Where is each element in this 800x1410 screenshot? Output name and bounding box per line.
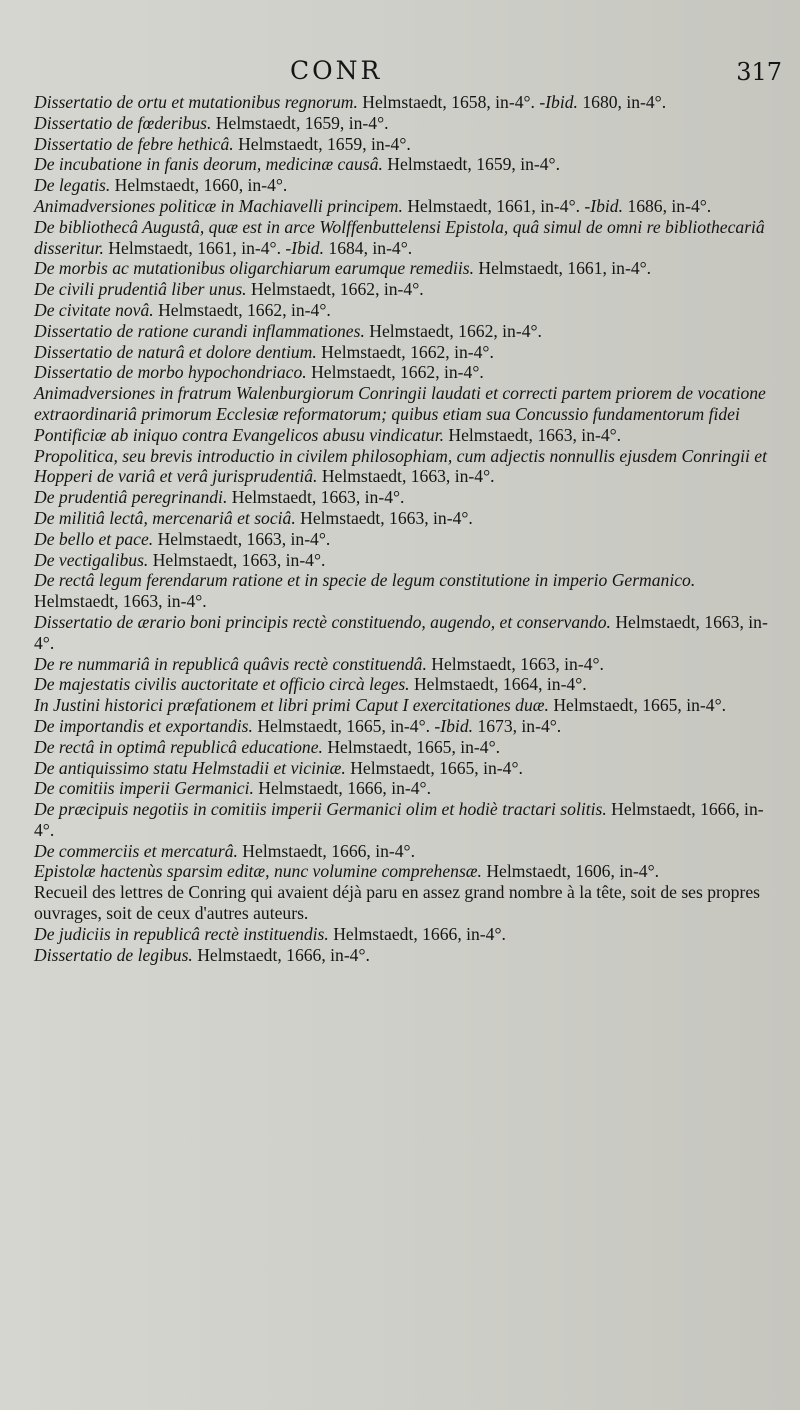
bibliography-entry — [34, 612, 776, 654]
running-head: CONR — [290, 56, 383, 85]
entry-imprint: Helmstaedt, 1663, in-4°. — [34, 591, 207, 612]
entry-title: De rectâ in optimâ republicâ educatione. — [34, 736, 323, 757]
entry-title: De civitate novâ. — [34, 299, 154, 320]
entry-imprint: Helmstaedt, 1666, in-4°. — [253, 778, 431, 799]
entry-title: Dissertatio de ratione curandi inflammationes. — [34, 320, 365, 341]
bibliography-entry — [34, 799, 776, 841]
bibliography-entry — [34, 654, 776, 675]
entry-title: De legatis. — [34, 175, 111, 196]
entry-ibid: Ibid. — [545, 92, 578, 112]
entry-title: De bibliothecâ Augustâ, quæ est in arce Wolffenbuttelensi Epistola, quâ simul de omni re bibliothecariâ disseritur. — [34, 216, 765, 258]
bibliography-entry — [34, 134, 776, 155]
entry-imprint: Helmstaedt, 1658, in-4°. - — [357, 92, 546, 112]
entry-ibid: Ibid. — [440, 715, 474, 736]
entry-imprint-reprint: 1684, in-4°. — [324, 237, 413, 258]
bibliography-entry — [34, 550, 776, 571]
entry-imprint: Helmstaedt, 1663, in-4°. — [153, 528, 331, 549]
entry-imprint: Helmstaedt, 1666, in-4°. — [34, 799, 764, 840]
entry-imprint: Helmstaedt, 1661, in-4°. - — [103, 237, 292, 258]
entry-imprint: Helmstaedt, 1659, in-4°. — [382, 154, 560, 175]
entry-imprint: Helmstaedt, 1666, in-4°. — [328, 923, 506, 944]
bibliography-entry — [34, 217, 776, 259]
entry-imprint: Helmstaedt, 1662, in-4°. — [316, 341, 494, 362]
bibliography-entry — [34, 175, 776, 196]
bibliography-entry — [34, 300, 776, 321]
bibliography-entry — [34, 196, 776, 217]
entry-imprint: Helmstaedt, 1663, in-4°. — [227, 487, 405, 508]
bibliography-entry — [34, 342, 776, 363]
entry-title: Epistolæ hactenùs sparsim editæ, nunc volumine comprehensæ. — [34, 861, 482, 882]
entry-imprint: Helmstaedt, 1662, in-4°. — [306, 362, 484, 383]
bibliography-entry — [34, 737, 776, 758]
entry-ibid: Ibid. — [590, 195, 624, 216]
entry-title: Animadversiones in fratrum Walenburgiorum Conringii laudati et correcti partem priorem de vocatione extraordinariâ primorum Ecclesiæ reformatorum; quibus etiam sua Concussio fundamentorum fidei Pontificiæ ab iniquo contra Evangelicos abusu vindicatur. — [34, 383, 766, 445]
bibliography-entry — [34, 841, 776, 862]
entry-imprint: Helmstaedt, 1663, in-4°. — [317, 466, 495, 487]
bibliography-entry — [34, 945, 776, 966]
entry-title: Animadversiones politicæ in Machiavelli principem. — [34, 195, 403, 216]
bibliography-entry — [34, 924, 776, 945]
bibliography-entry — [34, 778, 776, 799]
bibliography-entry — [34, 570, 776, 612]
entry-title: De majestatis civilis auctoritate et officio circà leges. — [34, 674, 410, 695]
entry-title: De prudentiâ peregrinandi. — [34, 487, 228, 508]
entry-imprint: Helmstaedt, 1666, in-4°. — [237, 840, 415, 861]
entry-imprint: Helmstaedt, 1666, in-4°. — [192, 944, 370, 965]
entry-imprint-reprint: 1680, in-4°. — [577, 92, 667, 112]
entry-title: Dissertatio de febre hethicâ. — [34, 133, 234, 154]
entry-imprint: Helmstaedt, 1662, in-4°. — [153, 299, 331, 320]
page-header — [0, 56, 800, 90]
entry-imprint: Helmstaedt, 1661, in-4°. - — [402, 195, 591, 216]
bibliography-entry — [34, 383, 776, 445]
entry-title: De rectâ legum ferendarum ratione et in specie de legum constitutione in imperio Germanico. — [34, 570, 696, 591]
bibliography-entry — [34, 861, 776, 882]
entry-imprint: Helmstaedt, 1659, in-4°. — [233, 133, 411, 154]
entry-imprint: Helmstaedt, 1663, in-4°. — [295, 507, 473, 528]
entry-imprint: Helmstaedt, 1606, in-4°. — [481, 861, 660, 882]
entry-title: De militiâ lectâ, mercenariâ et sociâ. — [34, 507, 296, 528]
entry-title: Dissertatio de morbo hypochondriaco. — [34, 362, 307, 383]
entry-title: Dissertatio de legibus. — [34, 944, 193, 965]
entry-imprint: Helmstaedt, 1664, in-4°. — [409, 674, 587, 695]
entry-ibid: Ibid. — [291, 237, 324, 258]
entry-title: De incubatione in fanis deorum, medicinæ causâ. — [34, 154, 383, 175]
final-entries-block — [34, 924, 776, 966]
entry-imprint: Helmstaedt, 1659, in-4°. — [211, 112, 389, 133]
bibliography-entry — [34, 508, 776, 529]
entry-title: In Justini historici præfationem et libri primi Caput I exercitationes duæ. — [34, 695, 549, 716]
bibliography-entry — [34, 113, 776, 134]
bibliography-entry — [34, 758, 776, 779]
page-number: 317 — [736, 58, 782, 86]
bibliography-entry — [34, 321, 776, 342]
entries-block — [34, 92, 776, 882]
entry-title: De antiquissimo statu Helmstadii et viciniæ. — [34, 757, 346, 778]
entry-title: Dissertatio de fœderibus. — [34, 112, 212, 133]
entry-title: De importandis et exportandis. — [34, 715, 253, 736]
entry-title: De præcipuis negotiis in comitiis imperii Germanici olim et hodiè tractari solitis. — [34, 799, 607, 820]
entry-imprint: Helmstaedt, 1662, in-4°. — [364, 320, 542, 341]
bibliography-entry — [34, 695, 776, 716]
entry-imprint: Helmstaedt, 1661, in-4°. — [473, 258, 652, 279]
entry-imprint: Helmstaedt, 1663, in-4°. — [148, 549, 326, 570]
entry-title: De vectigalibus. — [34, 549, 149, 570]
bibliography-entry — [34, 446, 776, 488]
entry-title: De bello et pace. — [34, 528, 154, 549]
entry-imprint: Helmstaedt, 1665, in-4°. - — [252, 715, 441, 736]
entry-imprint: Helmstaedt, 1662, in-4°. — [246, 279, 424, 300]
bibliography-entry — [34, 279, 776, 300]
bibliography-entry — [34, 716, 776, 737]
entry-imprint: Helmstaedt, 1665, in-4°. — [345, 757, 523, 778]
entry-imprint: Helmstaedt, 1665, in-4°. — [322, 736, 501, 757]
bibliography-entry — [34, 362, 776, 383]
bibliography-entry — [34, 92, 776, 113]
entry-title: De morbis ac mutationibus oligarchiarum earumque remediis. — [34, 258, 474, 279]
entry-imprint: Helmstaedt, 1665, in-4°. — [548, 695, 727, 716]
editorial-note: Recueil des lettres de Conring qui avaient déjà paru en assez grand nombre à la tête, soit de ses propres ouvrages, soit de ceux d'autres auteurs. — [34, 882, 760, 924]
entry-imprint: Helmstaedt, 1660, in-4°. — [110, 175, 288, 196]
entry-imprint-reprint: 1686, in-4°. — [623, 195, 712, 216]
entry-title: Dissertatio de ærario boni principis rectè constituendo, augendo, et conservando. — [34, 611, 611, 632]
entry-imprint-reprint: 1673, in-4°. — [473, 715, 562, 736]
bibliography-entry — [34, 258, 776, 279]
bibliography-list — [34, 92, 776, 965]
entry-title: Propolitica, seu brevis introductio in civilem philosophiam, cum adjectis nonnullis ejusdem Conringii et Hopperi de variâ et verâ jurisprudentiâ. — [34, 445, 767, 487]
bibliography-entry — [34, 487, 776, 508]
entry-imprint: Helmstaedt, 1663, in-4°. — [34, 611, 768, 653]
entry-title: De re nummariâ in republicâ quâvis rectè constituendâ. — [34, 653, 427, 674]
bibliography-entry — [34, 674, 776, 695]
entry-title: De civili prudentiâ liber unus. — [34, 279, 247, 300]
entry-imprint: Helmstaedt, 1663, in-4°. — [444, 424, 622, 445]
entry-imprint: Helmstaedt, 1663, in-4°. — [426, 653, 604, 674]
bibliography-entry — [34, 154, 776, 175]
entry-title: De judiciis in republicâ rectè instituendis. — [34, 923, 329, 944]
entry-title: De commerciis et mercaturâ. — [34, 840, 238, 861]
entry-title: Dissertatio de naturâ et dolore dentium. — [34, 341, 317, 362]
bibliography-entry — [34, 529, 776, 550]
entry-title: Dissertatio de ortu et mutationibus regnorum. — [34, 92, 358, 112]
entry-title: De comitiis imperii Germanici. — [34, 778, 254, 799]
